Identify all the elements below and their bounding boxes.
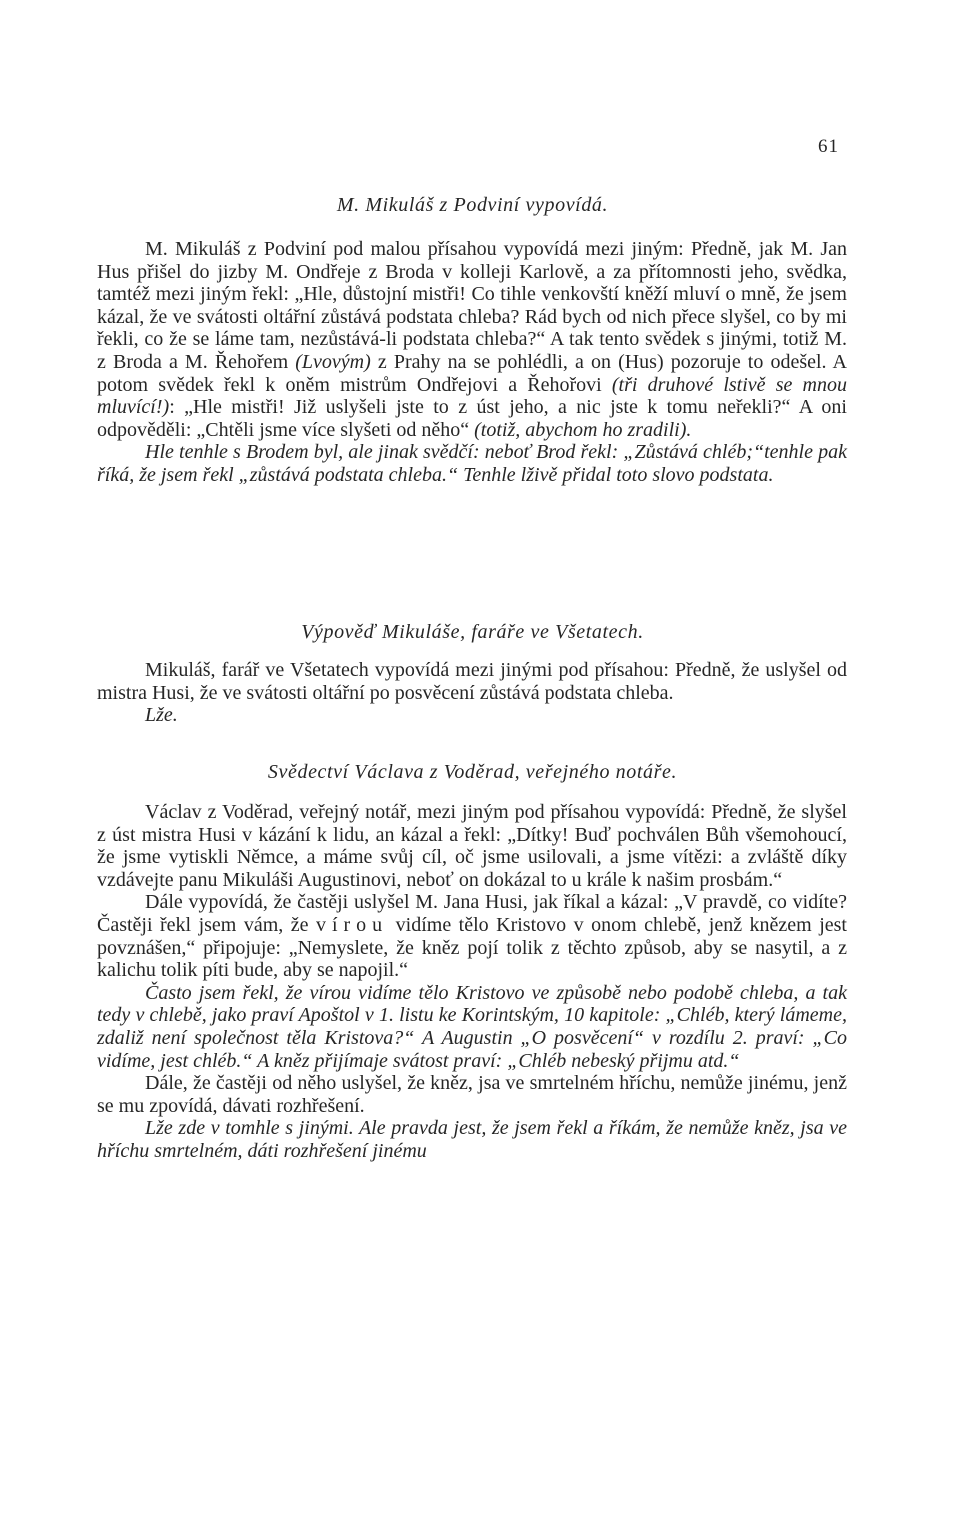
section-body-podvini (97, 238, 847, 487)
section-body-voderady (97, 801, 847, 1163)
page-number: 61 (818, 136, 839, 157)
text-run: M. Mikuláš z Podviní pod malou přísahou vypovídá mezi jiným: Předně, jak M. Jan Hus přišel do jizby M. Ondřeje z Broda v kolleji Karlově, a za přítomnosti jeho, svědka, tamtéž mezi jiným řekl: „Hle, důstojní mistři! Co tihle venkovští kněží mluví o mně, že jsem kázal, že ve svátosti oltářní zůstává podstata chleba? Rád bych od nich přece slyšel, co by mi řekli, co že se láme tam, nezůstává-li podstata chleba?“ A tak tento svědek s jinými, totiž M. z Broda a M. Řehořem (97, 238, 847, 373)
italic-note: (tři druhové lstivě se mnou mluvící!) (97, 373, 847, 419)
paragraph-hus-reply: Lže. (145, 704, 178, 727)
text-run: z Prahy na se pohlédli, a on (Hus) pozoruje to odešel. A potom svědek řekl k oněm mistrům Ondřejovi a Řehořovi (97, 350, 847, 396)
paragraph-hus-reply: Lže zde v tomhle s jinými. Ale pravda jest, že jsem řekl a říkám, že nemůže kněz, jsa ve hříchu smrtelném, dáti rozhřešení jinému (97, 1117, 847, 1162)
text-run: : „Hle mistři! Již uslyšeli jste to z úst jeho, a nic jste k tomu neřekli?“ A oni odpověděli: „Chtěli jsme více slyšeti od něho“ (97, 396, 847, 441)
text-run: Dále vypovídá, že častěji uslyšel M. Jana Husi, jak říkal a kázal: „V pravdě, co vidíte? Častěji řekl jsem vám, že (97, 891, 847, 936)
section-heading-voderady: Svědectví Václava z Voděrad, veřejného notáře. (267, 761, 678, 783)
paragraph-hus-reply: Hle tenhle s Brodem byl, ale jinak svědčí: neboť Brod řekl: „Zůstává chléb;“tenhle pak říká, že jsem řekl „zůstává podstata chleba.“ Tenhle lživě přidal toto slovo podstata. (97, 441, 847, 486)
paragraph-voderady-testimony-3: Dále, že častěji od něho uslyšel, že kněz, jsa ve smrtelném hříchu, nemůže jinému, jenž se mu zpovídá, dávati rozhřešení. (97, 1072, 847, 1117)
section-heading-vsetaty: Výpověď Mikuláše, faráře ve Všetatech. (301, 621, 644, 643)
italic-note: (Lvovým) (295, 350, 371, 373)
paragraph-podvini-testimony (97, 238, 847, 441)
section-body-vsetaty (97, 659, 847, 727)
section-heading-podvini: M. Mikuláš z Podviní vypovídá. (336, 194, 609, 216)
paragraph-vsetaty-testimony: Mikuláš, farář ve Všetatech vypovídá mezi jinými pod přísahou: Předně, že uslyšel od mistra Husi, že ve svátosti oltářní po posvěcení zůstává podstata chleba. (97, 659, 847, 704)
paragraph-voderady-testimony-2 (97, 891, 847, 981)
italic-note: (totiž, abychom ho zradili). (474, 418, 692, 441)
spaced-emphasis: vírou (315, 913, 389, 936)
text-run: vidíme tělo Kristovo v onom chlebě, jenž knězem jest povznášen,“ připojuje: „Nemyslete, že kněz pojí tolik z těchto způsob, aby se nasytil, a z kalichu tolik píti bude, aby se napojil.“ (97, 913, 847, 982)
paragraph-hus-reply: Často jsem řekl, že vírou vidíme tělo Kristovo ve způsobě nebo podobě chleba, a tak tedy v chlebě, jako praví Apoštol v 1. listu ke Korintským, 10 kapitole: „Chléb, který lámeme, zdaliž není společnost těla Kristova?“ A Augustin „O posvěcení“ v rozdílu 2. praví: „Co vidíme, jest chléb.“ A kněz přijímaje svátost praví: „Chléb nebeský přijmu atd.“ (97, 981, 847, 1072)
paragraph-voderady-testimony: Václav z Voděrad, veřejný notář, mezi jiným pod přísahou vypovídá: Předně, že slyšel z úst mistra Husi v kázání k lidu, an kázal a řekl: „Dítky! Buď pochválen Bůh všemohoucí, že jsme vytiskli Němce, a máme svůj cíl, oč jsme usilovali, a jsme vítězi: a zvláště díky vzdávejte panu Mikuláši Augustinovi, neboť on dokázal to u krále k našim prosbám.“ (97, 801, 847, 891)
